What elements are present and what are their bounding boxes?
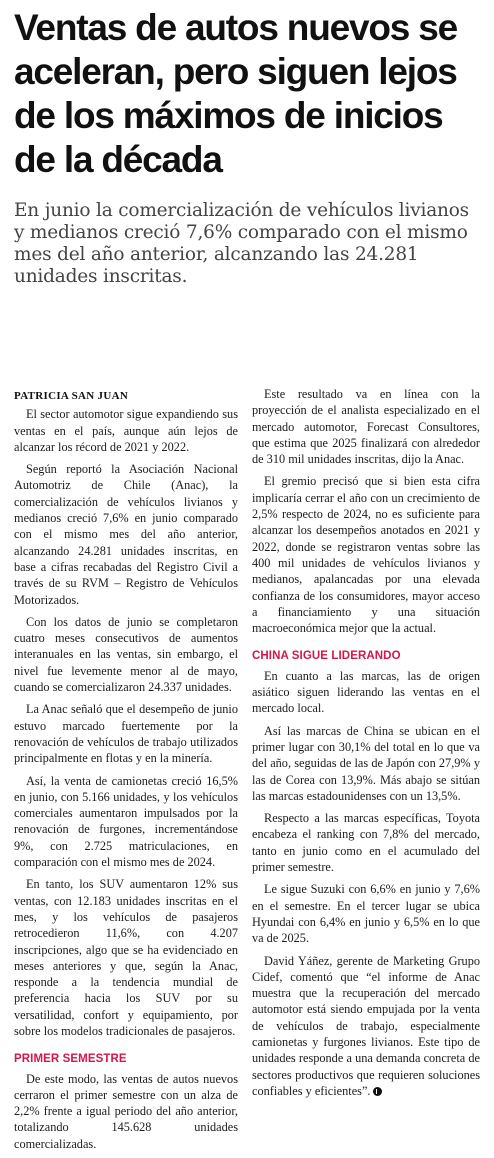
paragraph: La Anac señaló que el desempeño de junio estuvo marcado fuertemente por la renovación de vehículos de trabajo utilizados principalmente en flotas y en la minería. (14, 702, 238, 766)
column-left (14, 388, 238, 1158)
closing-quote-text: David Yáñez, gerente de Marketing Grupo Cidef, comentó que “el informe de Anac muestra que la recuperación del mercado automotor está siendo empujada por la venta de vehículos de trabajo, especialmente camionetas y furgones livianos. Este tipo de unidades responde a una demanda concreta de sectores productivos que requieren soluciones confiables y eficientes”. (252, 953, 480, 1098)
paragraph: En tanto, los SUV aumentaron 12% sus ventas, con 12.183 unidades inscritas en el mes, y los vehículos de pasajeros retrocedieron 11,6%, con 4.207 inscripciones, algo que se ha evidenciado en meses anteriores y que, según la Anac, responde a la tendencia mundial de preferencia hacia los SUV por su versatilidad, confort y equipamiento, por sobre los modelos tradicionales de pasajeros. (14, 877, 238, 1038)
paragraph: Le sigue Suzuki con 6,6% en junio y 7,6% en el semestre. En el tercer lugar se ubica Hyundai con 6,4% en junio y 6,5% en lo que va de 2025. (252, 882, 480, 946)
paragraph: De este modo, las ventas de autos nuevos cerraron el primer semestre con un alza de 2,2% frente a igual periodo del año anterior, totalizando 145.628 unidades comercializadas. (14, 1071, 238, 1151)
paragraph: En cuanto a las marcas, las de origen asiático siguen liderando las ventas en el mercado local. (252, 668, 480, 716)
paragraph: Con los datos de junio se completaron cuatro meses consecutivos de aumentos interanuales en las ventas, sin embargo, el nivel fue levemente menor al de mayo, cuando se comercializaron 24.337 unidades. (14, 614, 238, 695)
subhead-primer-semestre: PRIMER SEMESTRE (14, 1053, 127, 1066)
paragraph (252, 953, 480, 1100)
paragraph: Según reportó la Asociación Nacional Automotriz de Chile (Anac), la comercialización de vehículos livianos y medianos creció 7,6% en junio comparado con el mismo mes del año anterior, alcanzando 24.281 unidades inscritas, en base a cifras recabadas del Registro Civil a través de su RVM – Registro de Vehículos Motorizados. (14, 462, 238, 607)
paragraph: Así, la venta de camionetas creció 16,5% en junio, con 5.166 unidades, y los vehículos comerciales aumentaron impulsados por la renovación de furgones, incrementándose 9%, con 2.725 matriculaciones, en comparación con el mismo mes de 2024. (14, 773, 238, 870)
end-of-article-icon (373, 1087, 382, 1096)
byline: PATRICIA SAN JUAN (14, 390, 129, 402)
deck-summary: En junio la comercialización de vehículos livianos y medianos creció 7,6% comparado con el mismo mes del año anterior, alcanzando las 24.281 unidades inscritas. (14, 200, 469, 287)
paragraph: El sector automotor sigue expandiendo sus ventas en el país, aunque aún lejos de alcanzar los récord de 2021 y 2022. (14, 407, 238, 454)
paragraph: Este resultado va en línea con la proyección de el analista especializado en el mercado automotor, Forecast Consultores, que estima que 2025 finalizará con alrededor de 310 mil unidades inscritas, dijo la Anac. (252, 387, 480, 467)
paragraph: Así las marcas de China se ubican en el primer lugar con 30,1% del total en lo que va del año, seguidas de las de Japón con 27,9% y las de Corea con 13,9%. Más abajo se sitúan las marcas estadounidenses con un 13,5%. (252, 723, 480, 803)
column-right (252, 386, 480, 1105)
subhead-china-sigue-liderando: CHINA SIGUE LIDERANDO (252, 650, 401, 663)
headline: Ventas de autos nuevos se aceleran, pero siguen lejos de los máximos de inicios de la década (14, 7, 457, 180)
paragraph: Respecto a las marcas específicas, Toyota encabeza el ranking con 7,8% del mercado, tanto en junio como en el acumulado del primer semestre. (252, 811, 480, 875)
paragraph: El gremio precisó que si bien esta cifra implicaría cerrar el año con un crecimiento de 2,5% respecto de 2024, no es suficiente para alcanzar los desempeños anotados en 2021 y 2022, donde se registraron ventas sobre las 400 mil unidades de vehículos livianos y medianos, apalancadas por una elevada confianza de los consumidores, mayor acceso a financiamiento y una situación macroeconómica mejor que la actual. (252, 474, 480, 636)
